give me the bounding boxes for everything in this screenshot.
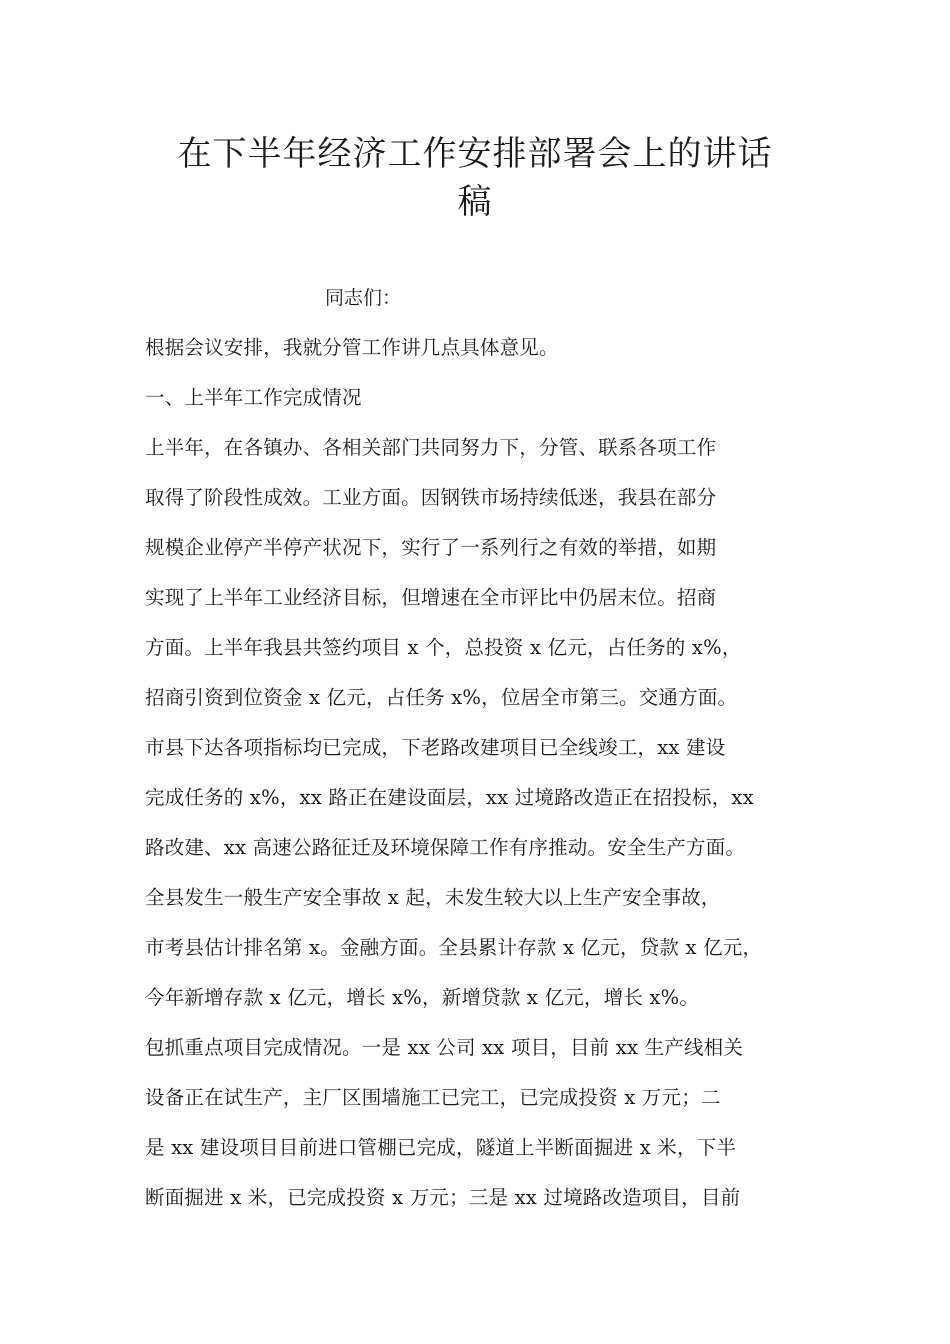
body-line: 规模企业停产半停产状况下，实行了一系列行之有效的举措，如期	[145, 536, 717, 559]
body-line: 今年新增存款 x 亿元，增长 x%，新增贷款 x 亿元，增长 x%。	[145, 986, 700, 1009]
body-line: 招商引资到位资金 x 亿元，占任务 x%，位居全市第三。交通方面。	[145, 686, 738, 709]
body-line: 市县下达各项指标均已完成，下老路改建项目已全线竣工，xx 建设	[145, 736, 726, 759]
document-title	[120, 130, 830, 226]
title-line-2: 稿	[457, 182, 493, 222]
document-body	[145, 333, 825, 1233]
body-line: 市考县估计排名第 x。金融方面。全县累计存款 x 亿元，贷款 x 亿元，	[145, 936, 763, 959]
section-heading: 一、上半年工作完成情况	[145, 386, 362, 409]
body-line: 方面。上半年我县共签约项目 x 个，总投资 x 亿元，占任务的 x%，	[145, 636, 742, 659]
body-line: 全县发生一般生产安全事故 x 起，未发生较大以上生产安全事故，	[145, 886, 721, 909]
body-line: 根据会议安排，我就分管工作讲几点具体意见。	[145, 336, 559, 359]
body-line: 包抓重点项目完成情况。一是 xx 公司 xx 项目，目前 xx 生产线相关	[145, 1036, 744, 1059]
greeting: 同志们：	[325, 287, 402, 309]
body-line: 设备正在试生产，主厂区围墙施工已完工，已完成投资 x 万元；二	[145, 1086, 721, 1109]
body-line: 上半年，在各镇办、各相关部门共同努力下，分管、联系各项工作	[145, 436, 717, 459]
body-line: 完成任务的 x%，xx 路正在建设面层，xx 过境路改造正在招投标，xx	[145, 786, 754, 809]
title-line-1: 在下半年经济工作安排部署会上的讲话	[177, 134, 773, 174]
body-line: 取得了阶段性成效。工业方面。因钢铁市场持续低迷，我县在部分	[145, 486, 717, 509]
body-line: 断面掘进 x 米，已完成投资 x 万元；三是 xx 过境路改造项目，目前	[145, 1186, 741, 1209]
body-line: 实现了上半年工业经济目标，但增速在全市评比中仍居末位。招商	[145, 586, 717, 609]
body-line: 路改建、xx 高速公路征迁及环境保障工作有序推动。安全生产方面。	[145, 836, 746, 859]
body-line: 是 xx 建设项目目前进口管棚已完成，隧道上半断面掘进 x 米，下半	[145, 1136, 737, 1159]
